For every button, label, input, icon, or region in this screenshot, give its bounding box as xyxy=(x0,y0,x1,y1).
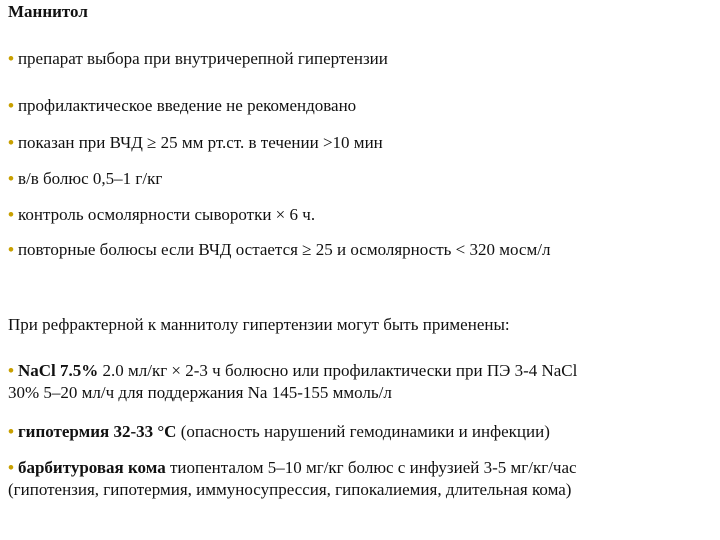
bullet-icon: • xyxy=(8,240,14,259)
refractory-intro: При рефрактерной к маннитолу гипертензии могут быть применены: xyxy=(8,315,510,334)
bullet-item xyxy=(8,132,383,154)
slide-title: Маннитол xyxy=(8,2,88,21)
bullet-text: препарат выбора при внутричерепной гипертензии xyxy=(17,49,388,68)
bullet-text: профилактическое введение не рекомендовано xyxy=(17,96,357,115)
option-text: 2.0 мл/кг × 2-3 ч болюсно или профилактически при ПЭ 3-4 NaCl xyxy=(98,361,578,380)
bullet-text: в/в болюс 0,5–1 г/кг xyxy=(17,169,163,188)
option-line xyxy=(8,457,708,479)
bullet-icon: • xyxy=(8,422,14,441)
bullet-text: повторные болюсы если ВЧД остается ≥ 25 и осмолярность < 320 мосм/л xyxy=(17,240,551,259)
bullet-item xyxy=(8,239,550,261)
bullet-icon: • xyxy=(8,133,14,152)
option-bold: гипотермия 32-33 °С xyxy=(17,422,177,441)
bullet-item xyxy=(8,48,388,70)
option-hypothermia xyxy=(8,421,708,443)
bullet-item xyxy=(8,95,356,117)
option-barbiturate xyxy=(8,457,708,501)
bullet-item xyxy=(8,168,162,190)
bullet-text: показан при ВЧД ≥ 25 мм рт.ст. в течении >10 мин xyxy=(17,133,383,152)
bullet-icon: • xyxy=(8,96,14,115)
bullet-text: контроль осмолярности сыворотки × 6 ч. xyxy=(17,205,316,224)
bullet-icon: • xyxy=(8,169,14,188)
option-line xyxy=(8,360,708,382)
bullet-icon: • xyxy=(8,361,14,380)
option-line xyxy=(8,421,708,443)
option-bold: NaCl 7.5% xyxy=(17,361,99,380)
option-line-2: 30% 5–20 мл/ч для поддержания Na 145-155 ммоль/л xyxy=(8,383,392,402)
option-bold: барбитуровая кома xyxy=(17,458,166,477)
bullet-item xyxy=(8,204,315,226)
option-text: тиопенталом 5–10 мг/кг болюс с инфузией 3-5 мг/кг/час xyxy=(165,458,577,477)
bullet-icon: • xyxy=(8,458,14,477)
option-nacl xyxy=(8,360,708,404)
bullet-icon: • xyxy=(8,49,14,68)
option-text: (опасность нарушений гемодинамики и инфекции) xyxy=(176,422,550,441)
option-line-2: (гипотензия, гипотермия, иммуносупрессия, гипокалиемия, длительная кома) xyxy=(8,480,572,499)
bullet-icon: • xyxy=(8,205,14,224)
